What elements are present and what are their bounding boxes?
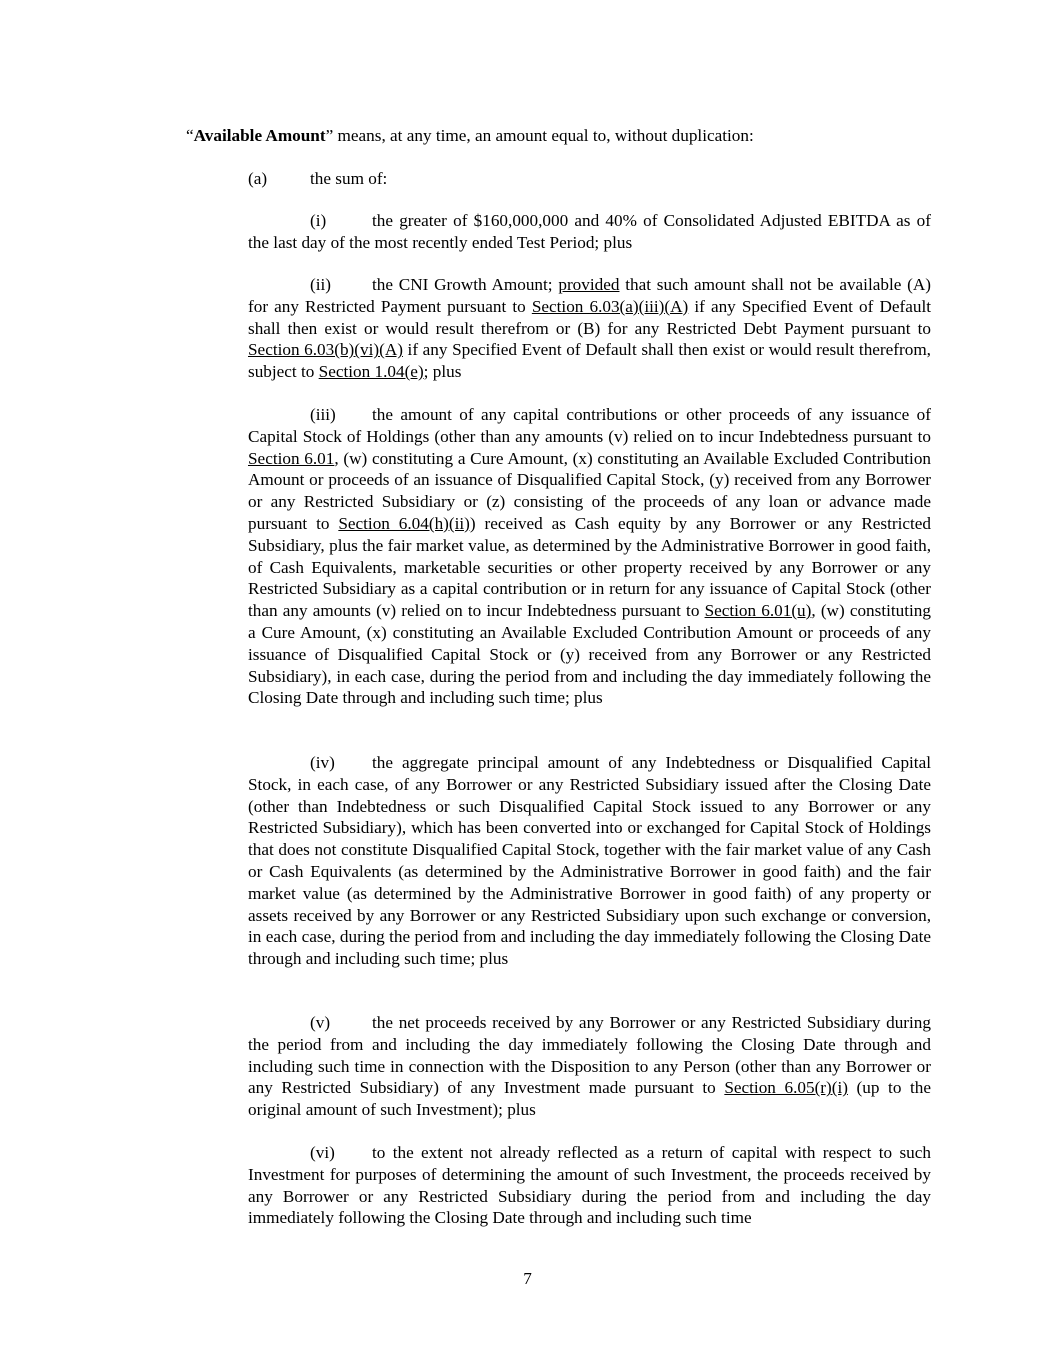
clause-iii-text-4: , (w) constituting a Cure Amount, (x) constituting an Available Excluded Contribution Amount or proceeds of any issuance of Disqualified Capital Stock or (y) received from any Borrower or any Restricted Subsidiary), in each case, during the period from and including the day immediately following the Closing Date through and including such time; plus (248, 601, 931, 708)
section-reference-link[interactable]: Section 6.05(r)(i) (724, 1078, 848, 1098)
clause-iii-number: (iii) (310, 405, 336, 424)
clause-ii-text-5: ; plus (423, 362, 462, 382)
section-reference-link[interactable]: Section 6.03(b)(vi)(A) (248, 340, 403, 360)
close-quote: ” (325, 126, 334, 145)
clause-v-paragraph (248, 1012, 931, 1121)
clause-v-number: (v) (310, 1013, 331, 1032)
clause-v-text-2: (up to the original amount of such Investment); plus (248, 1078, 932, 1120)
clause-ii-text-3: if any Specified Event of Default shall then exist or would result therefrom or (B) for any Restricted Debt Payment pursuant to (248, 296, 932, 338)
page-number: 7 (523, 1269, 532, 1288)
clause-i-paragraph (248, 210, 931, 254)
definition-heading (186, 125, 946, 147)
clause-ii-text-1: the CNI Growth Amount; (372, 275, 559, 294)
clause-vi-number: (vi) (310, 1143, 335, 1162)
clause-vi-text: to the extent not already reflected as a return of capital with respect to such Investment for purposes of determining the amount of such Investment, the proceeds received by any Borrower or any Restricted Subsidiary during the period from and including the day immediately following the Closing Date through and including such time (248, 1143, 931, 1228)
clause-i-text: the greater of $160,000,000 and 40% of Consolidated Adjusted EBITDA as of the last day of the most recently ended Test Period; plus (248, 211, 931, 252)
section-reference-link[interactable]: Section 6.03(a)(iii)(A) (531, 296, 689, 316)
provided-term: provided (558, 275, 620, 294)
clause-iv-text: the aggregate principal amount of any Indebtedness or Disqualified Capital Stock, in each case, of any Borrower or any Restricted Subsidiary issued after the Closing Date (other than Indebtedness or such Disqualified Capital Stock issued to any Borrower or any Restricted Subsidiary), which has been converted into or exchanged for Capital Stock of Holdings that does not constitute Disqualified Capital Stock, together with the fair market value of any Cash or Cash Equivalents (as determined by the Administrative Borrower in good faith) and the fair market value (as determined by the Administrative Borrower in good faith) of any property or assets received by any Borrower or any Restricted Subsidiary upon such exchange or conversion, in each case, during the period from and including the day immediately following the Closing Date through and including such time; plus (248, 753, 931, 969)
section-reference-link[interactable]: Section 6.01(u) (704, 601, 812, 621)
clause-v-text-1: the net proceeds received by any Borrower or any Restricted Subsidiary during the period from and including the day immediately following the Closing Date through and including such time in connection with the Disposition to any Person (other than any Borrower or any Restricted Subsidiary) of any Investment made pursuant to (248, 1013, 931, 1098)
clause-ii-number: (ii) (310, 275, 331, 294)
defined-term: Available Amount (193, 126, 326, 145)
clause-a-text: the sum of: (310, 169, 388, 188)
clause-iii-text-3: ) received as Cash equity by any Borrower or any Restricted Subsidiary, plus the fair market value, as determined by the Administrative Borrower in good faith, of Cash Equivalents, marketable securities or other property received by any Borrower or any Restricted Subsidiary as a capital contribution or in return for any issuance of Capital Stock (other than any amounts (v) relied on to incur Indebtedness pursuant to (248, 513, 932, 621)
clause-i-number: (i) (310, 211, 327, 230)
clause-iii-paragraph (248, 404, 931, 709)
section-reference-link[interactable]: Section 6.01 (248, 448, 335, 468)
clause-ii-text-2: that such amount shall not be available (A) for any Restricted Payment pursuant to (248, 275, 931, 316)
section-reference-link[interactable]: Section 6.04(h)(ii) (338, 513, 470, 533)
section-reference-link[interactable]: Section 1.04(e) (318, 362, 424, 382)
clause-iii-text-2: , (w) constituting a Cure Amount, (x) constituting an Available Excluded Contribution Amount or proceeds of an issuance of Disqualified Capital Stock, (y) received from any Borrower or any Restricted Subsidiary or (z) consisting of the proceeds of any loan or advance made pursuant to (248, 448, 932, 533)
clause-iv-number: (iv) (310, 753, 335, 772)
clause-iv-paragraph (248, 752, 931, 970)
clause-ii-paragraph (248, 274, 931, 383)
open-quote: “ (186, 126, 194, 145)
clause-a-label: (a) (248, 169, 268, 188)
clause-ii-text-4: if any Specified Event of Default shall then exist or would result therefrom, subject to (248, 340, 931, 382)
clause-vi-paragraph (248, 1142, 931, 1229)
definition-text: means, at any time, an amount equal to, without duplication: (333, 126, 754, 145)
clause-iii-text-1: the amount of any capital contributions or other proceeds of any issuance of Capital Stock of Holdings (other than any amounts (v) relied on to incur Indebtedness pursuant to (248, 405, 931, 446)
